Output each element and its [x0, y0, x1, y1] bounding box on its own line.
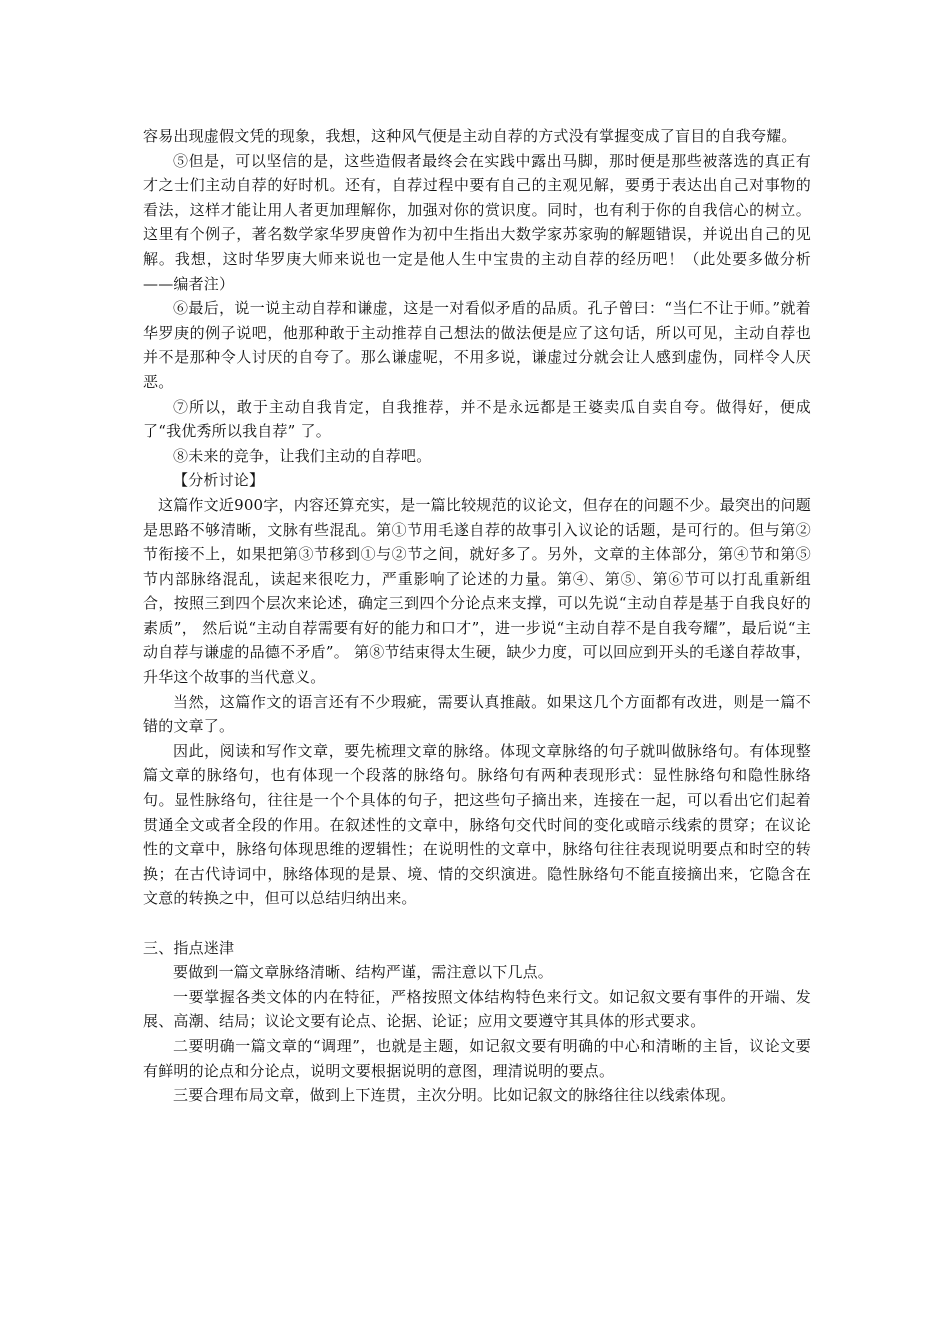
section-spacer	[143, 911, 811, 936]
paragraph-continuation: 容易出现虚假文凭的现象，我想，这种风气便是主动自荐的方式没有掌握变成了盲目的自我夸耀。	[143, 127, 797, 145]
section-3-intro: 要做到一篇文章脉络清晰、结构严谨，需注意以下几点。	[173, 963, 554, 982]
document-page	[143, 124, 811, 1108]
paragraph-7: ⑦所以，敢于主动自我肯定，自我推荐，并不是永远都是王婆卖瓜自卖自夸。做得好，便成了“我优秀所以我自荐” 了。	[143, 397, 811, 441]
conclusion-paragraph: 因此，阅读和写作文章，要先梳理文章的脉络。体现文章脉络的句子就叫做脉络句。有体现整篇文章的脉络句，也有体现一个段落的脉络句。脉络句有两种表现形式：显性脉络句和隐性脉络句。显性脉络句，往往是一个个具体的句子，把这些句子摘出来，连接在一起，可以看出它们起着贯通全文或者全段的作用。在叙述性的文章中，脉络句交代时间的变化或暗示线索的贯穿；在议论性的文章中，脉络句体现思维的逻辑性；在说明性的文章中，脉络句往往表现说明要点和时空的转换；在古代诗词中，脉络体现的是景、境、情的交织演进。隐性脉络句不能直接摘出来，它隐含在文意的转换之中，但可以总结归纳出来。	[143, 741, 811, 908]
analysis-paragraph: 这篇作文近900字，内容还算充实，是一篇比较规范的议论文，但存在的问题不少。最突出的问题是思路不够清晰，文脉有些混乱。第①节用毛遂自荐的故事引入议论的话题，是可行的。但与第②节衔接不上，如果把第③节移到①与②节之间，就好多了。另外，文章的主体部分，第④节和第⑤节内部脉络混乱，读起来很吃力，严重影响了论述的力量。第④、第⑤、第⑥节可以打乱重新组合，按照三到四个层次来论述，确定三到四个分论点来支撑，可以先说“主动自荐是基于自我良好的素质”， 然后说“主动自荐需要有好的能力和口才”，进一步说“主动自荐不是自我夸耀”，最后说“主动自荐与谦虚的品德不矛盾”。 第⑧节结束得太生硬，缺少力度，可以回应到开头的毛遂自荐故事，升华这个故事的当代意义。	[143, 495, 811, 687]
section-3-point-1: 一要掌握各类文体的内在特征，严格按照文体结构特色来行文。如记叙文要有事件的开端、发展、高潮、结局；议论文要有论点、论据、论证；应用文要遵守其具体的形式要求。	[143, 987, 811, 1031]
paragraph-6: ⑥最后，说一说主动自荐和谦虚，这是一对看似矛盾的品质。孔子曾曰：“当仁不让于师。”就着华罗庚的例子说吧，他那种敢于主动推荐自己想法的做法便是应了这句话，所以可见，主动自荐也并不是那种令人讨厌的自夸了。那么谦虚呢，不用多说，谦虚过分就会让人感到虚伪，同样令人厌恶。	[143, 299, 811, 391]
paragraph-5: ⑤但是，可以坚信的是，这些造假者最终会在实践中露出马脚，那时便是那些被落选的真正有才之士们主动自荐的好时机。还有，自荐过程中要有自己的主观见解，要勇于表达出自己对事物的看法，这样才能让用人者更加理解你，加强对你的赏识度。同时，也有利于你的自我信心的树立。这里有个例子，著名数学家华罗庚曾作为初中生指出大数学家苏家驹的解题错误，并说出自己的见解。我想，这时华罗庚大师来说也一定是他人生中宝贵的主动自荐的经历吧！（此处要多做分析——编者注）	[143, 151, 811, 293]
section-3-point-2: 二要明确一篇文章的“调理”，也就是主题，如记叙文要有明确的中心和清晰的主旨，议论文要有鲜明的论点和分论点，说明文要根据说明的意图，理清说明的要点。	[143, 1036, 811, 1080]
analysis-heading: 【分析讨论】	[173, 471, 265, 490]
language-paragraph: 当然，这篇作文的语言还有不少瑕疵，需要认真推敲。如果这几个方面都有改进，则是一篇不错的文章了。	[143, 692, 811, 736]
section-3-point-3: 三要合理布局文章，做到上下连贯，主次分明。比如记叙文的脉络往往以线索体现。	[173, 1086, 736, 1105]
section-3-heading: 三、指点迷津	[143, 938, 235, 957]
paragraph-8: ⑧未来的竞争，让我们主动的自荐吧。	[173, 446, 432, 465]
